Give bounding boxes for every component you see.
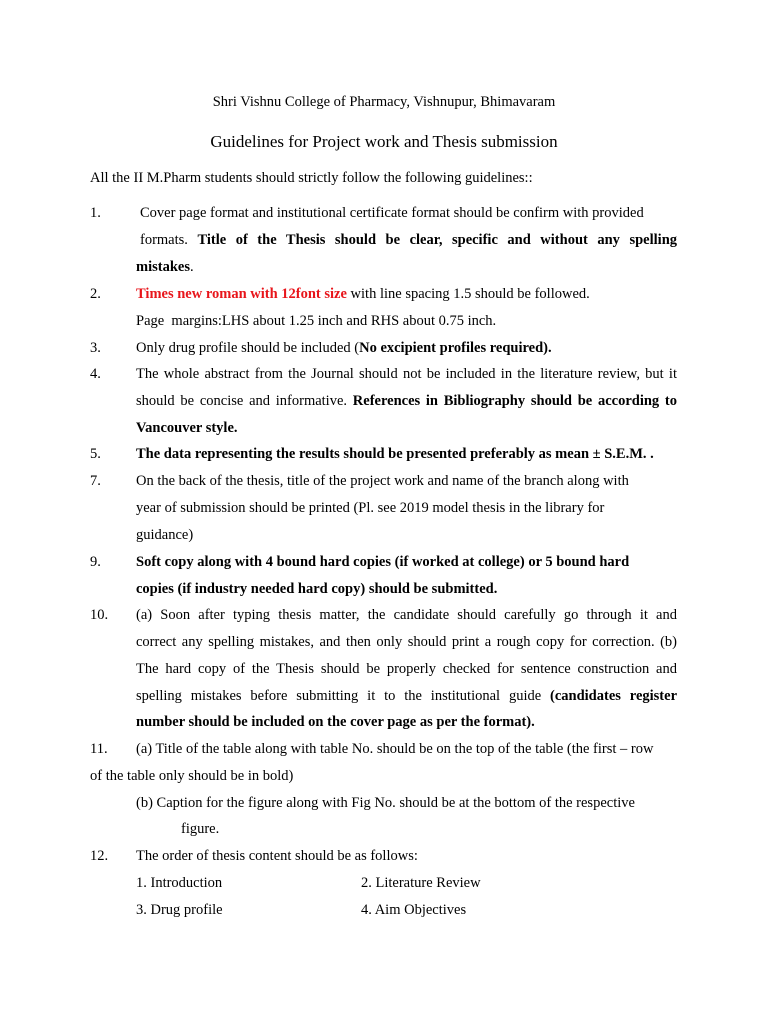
- item-number: 10.: [90, 607, 109, 623]
- item-line: spelling mistakes before submitting it to the institutional guide (candidates register: [136, 688, 678, 704]
- item-number: 11.: [90, 741, 108, 757]
- intro-text: All the II M.Pharm students should strictly follow the following guidelines::: [90, 170, 533, 186]
- item-number: 9.: [90, 554, 101, 570]
- contents-entry: 1. Introduction: [136, 875, 223, 891]
- item-number: 1.: [90, 205, 101, 221]
- item-line: guidance): [136, 527, 194, 543]
- item-line: The data representing the results should be presented preferably as mean ± S.E.M. .: [136, 446, 654, 462]
- item-line: Page margins:LHS about 1.25 inch and RHS about 0.75 inch.: [136, 313, 497, 329]
- item-line: Soft copy along with 4 bound hard copies (if worked at college) or 5 bound hard: [136, 554, 630, 570]
- item-line: (b) Caption for the figure along with Fig No. should be at the bottom of the respective: [136, 795, 635, 811]
- item-line: Times new roman with 12font size with line spacing 1.5 should be followed.: [136, 286, 590, 302]
- item-line: (a) Soon after typing thesis matter, the candidate should carefully go through it and: [136, 607, 677, 623]
- item-line: of the table only should be in bold): [90, 768, 294, 784]
- item-line: The whole abstract from the Journal should not be included in the literature review, but it: [136, 366, 677, 382]
- item-line: copies (if industry needed hard copy) should be submitted.: [136, 581, 498, 597]
- item-number: 2.: [90, 286, 101, 302]
- item-number: 5.: [90, 446, 101, 462]
- item-line: Vancouver style.: [136, 420, 238, 436]
- document-title: Guidelines for Project work and Thesis submission: [210, 132, 558, 151]
- contents-entry: 2. Literature Review: [361, 875, 481, 891]
- item-line: correct any spelling mistakes, and then only should print a rough copy for correction. (b): [136, 634, 677, 650]
- item-number: 7.: [90, 473, 101, 489]
- item-number: 3.: [90, 340, 101, 356]
- item-line: formats. Title of the Thesis should be clear, specific and without any spelling: [140, 232, 678, 248]
- item-line: mistakes.: [136, 259, 194, 275]
- contents-entry: 4. Aim Objectives: [361, 902, 467, 918]
- item-line: The order of thesis content should be as follows:: [136, 848, 418, 864]
- item-line: figure.: [181, 821, 220, 837]
- item-number: 4.: [90, 366, 101, 382]
- college-name: Shri Vishnu College of Pharmacy, Vishnupur, Bhimavaram: [212, 94, 556, 110]
- item-line: Cover page format and institutional certificate format should be confirm with provided: [140, 205, 644, 221]
- item-line: year of submission should be printed (Pl. see 2019 model thesis in the library for: [136, 500, 605, 516]
- item-line: number should be included on the cover page as per the format).: [136, 714, 535, 730]
- contents-entry: 3. Drug profile: [136, 902, 223, 918]
- item-line: (a) Title of the table along with table No. should be on the top of the table (the first – row: [136, 741, 654, 757]
- item-line: The hard copy of the Thesis should be properly checked for sentence construction and: [136, 661, 677, 677]
- item-line: On the back of the thesis, title of the project work and name of the branch along with: [136, 473, 629, 489]
- item-number: 12.: [90, 848, 109, 864]
- item-line: should be concise and informative. References in Bibliography should be according to: [136, 393, 678, 409]
- item-line: Only drug profile should be included (No excipient profiles required).: [136, 340, 552, 356]
